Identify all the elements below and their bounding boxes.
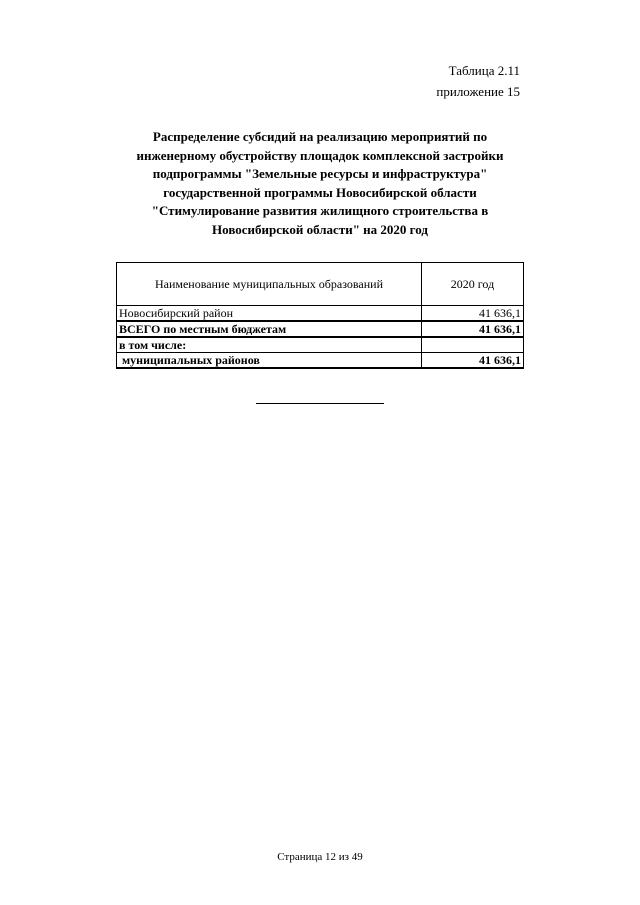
column-header-municipality: Наименование муниципальных образований (117, 263, 422, 306)
row-name: в том числе: (117, 337, 422, 353)
title-line: Распределение субсидий на реализацию мероприятий по (152, 129, 488, 144)
page-number: Страница 12 из 49 (277, 851, 363, 863)
table-row (117, 337, 524, 353)
appendix-label: приложение 15 (436, 84, 520, 99)
title-line: "Стимулирование развития жилищного строительства в (151, 203, 489, 218)
title-line: инженерному обустройству площадок комплексной застройки (136, 147, 504, 163)
table-header-row (117, 263, 524, 306)
divider-line (256, 403, 384, 404)
row-name: ВСЕГО по местным бюджетам (117, 321, 422, 337)
table-row (117, 321, 524, 337)
row-name: муниципальных районов (117, 353, 422, 369)
table-number-label: Таблица 2.11 (448, 63, 520, 78)
row-value: 41 636,1 (422, 353, 524, 369)
row-value: 41 636,1 (422, 306, 524, 322)
title-line: государственной программы Новосибирской области (163, 184, 477, 200)
table-row (117, 306, 524, 322)
table-row (117, 353, 524, 369)
row-value (422, 337, 524, 353)
page-header (436, 60, 520, 102)
title-line: Новосибирской области" на 2020 год (212, 221, 428, 237)
subsidy-table (116, 262, 524, 369)
document-title (120, 128, 520, 239)
column-header-year: 2020 год (422, 263, 524, 306)
title-line: подпрограммы "Земельные ресурсы и инфраструктура" (152, 166, 488, 181)
row-value: 41 636,1 (422, 321, 524, 337)
row-name: Новосибирский район (117, 306, 422, 322)
